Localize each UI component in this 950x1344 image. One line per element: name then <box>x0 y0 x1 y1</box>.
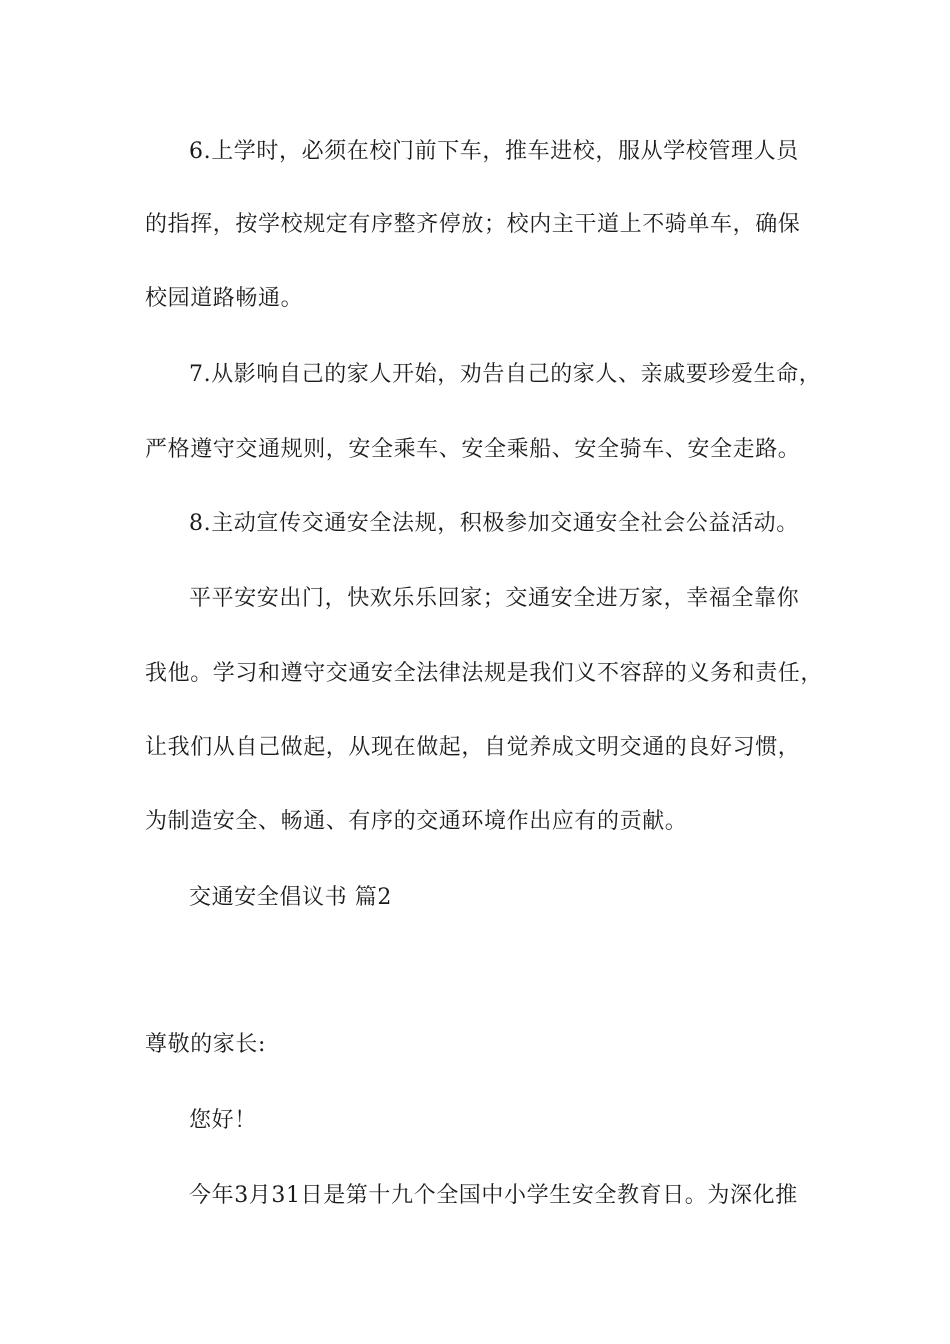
section-heading: 交通安全倡议书 篇2 <box>189 885 392 910</box>
paragraph-line: 6.上学时，必须在校门前下车，推车进校，服从学校管理人员 <box>189 139 799 164</box>
paragraph-line: 今年3月31日是第十九个全国中小学生安全教育日。为深化推 <box>189 1183 798 1208</box>
paragraph-line: 7.从影响自己的家人开始，劝告自己的家人、亲戚要珍爱生命， <box>189 362 822 387</box>
paragraph-line: 为制造安全、畅通、有序的交通环境作出应有的贡献。 <box>145 809 688 834</box>
paragraph-line: 校园道路畅通。 <box>145 286 304 311</box>
paragraph-line: 我他。学习和遵守交通安全法律法规是我们义不容辞的义务和责任， <box>145 661 824 686</box>
paragraph-line: 严格遵守交通规则，安全乘车、安全乘船、安全骑车、安全走路。 <box>145 437 801 462</box>
paragraph-line: 让我们从自己做起，从现在做起，自觉养成文明交通的良好习惯， <box>145 735 801 760</box>
paragraph-line: 平平安安出门，快欢乐乐回家；交通安全进万家，幸福全靠你 <box>189 586 800 611</box>
salutation: 尊敬的家长: <box>145 1032 267 1057</box>
greeting: 您好！ <box>189 1108 257 1133</box>
paragraph-line: 的指挥，按学校规定有序整齐停放；校内主干道上不骑单车，确保 <box>145 212 801 237</box>
paragraph-line: 8.主动宣传交通安全法规，积极参加交通安全社会公益活动。 <box>189 511 799 536</box>
